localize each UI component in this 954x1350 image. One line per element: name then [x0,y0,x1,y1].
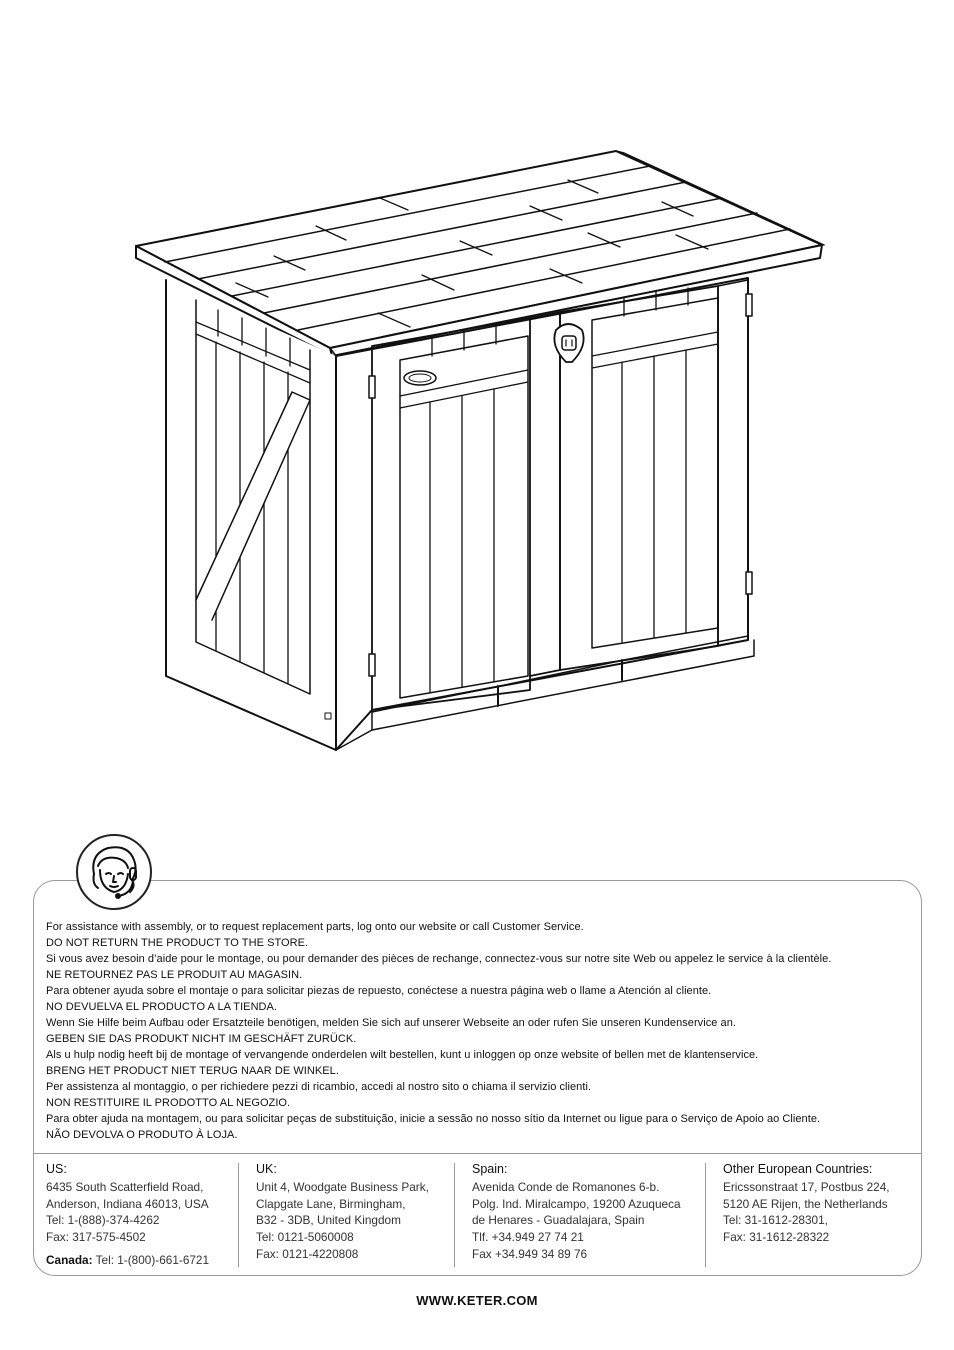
support-line: Per assistenza al montaggio, o per richiedere pezzi di ricambio, accedi al nostro sito o chiama il servizio clienti. [46,1081,592,1093]
support-line: Wenn Sie Hilfe beim Aufbau oder Ersatzteile benötigen, melden Sie sich auf unserer Webseite an oder rufen Sie unseren Kundenservice an. [46,1017,736,1029]
contact-line: Tel: 31-1612-28301, [723,1213,828,1228]
contact-line: 6435 South Scatterfield Road, [46,1180,204,1194]
contact-line: Tel: 1-(888)-374-4262 [46,1213,160,1228]
contact-heading: UK: [256,1162,277,1176]
contact-line: Avenida Conde de Romanones 6-b. [472,1180,660,1194]
support-line: NON RESTITUIRE IL PRODOTTO AL NEGOZIO. [46,1097,291,1109]
support-line: Para obtener ayuda sobre el montaje o para solicitar piezas de repuesto, conéctese a nuestra página web o llame a Atención al cliente. [46,985,712,997]
support-line: NE RETOURNEZ PAS LE PRODUIT AU MAGASIN. [46,969,303,981]
support-message [46,919,912,1143]
contact-line: B32 - 3DB, United Kingdom [256,1213,401,1228]
column-separator [454,1163,455,1267]
contact-line: Fax: 0121-4220808 [256,1246,359,1261]
support-line: For assistance with assembly, or to request replacement parts, log onto our website or call Customer Service. [46,921,584,933]
contact-line: Tel: 0121-5060008 [256,1230,354,1245]
contact-other-europe [723,1161,890,1246]
contact-line: de Henares - Guadalajara, Spain [472,1213,645,1228]
column-separator [238,1163,239,1267]
contact-heading: Other European Countries: [723,1162,873,1176]
contact-line: Anderson, Indiana 46013, USA [46,1196,209,1211]
support-line: NÃO DEVOLVA O PRODUTO À LOJA. [46,1129,238,1141]
contact-heading: Spain: [472,1162,508,1176]
contact-line: Fax: 317-575-4502 [46,1230,146,1245]
canada-label: Canada: [46,1252,93,1267]
contact-line: 5120 AE Rijen, the Netherlands [723,1196,888,1211]
contact-heading: US: [46,1162,67,1176]
contact-line: Polg. Ind. Miralcampo, 19200 Azuqueca [472,1196,681,1211]
contact-canada [46,1252,209,1269]
contact-line: Ericssonstraat 17, Postbus 224, [723,1180,890,1194]
support-line: DO NOT RETURN THE PRODUCT TO THE STORE. [46,937,309,949]
column-separator [705,1163,706,1267]
section-divider [34,1153,921,1154]
customer-support-panel [33,880,922,1276]
support-line: Para obter ajuda na montagem, ou para solicitar peças de substituição, inicie a sessão no nosso sítio da Internet ou ligue para o Serviço de Apoio ao Cliente. [46,1113,821,1125]
customer-service-agent-icon [76,834,152,910]
contact-spain [472,1161,681,1263]
contact-line: Clapgate Lane, Birmingham, [256,1196,406,1211]
contact-us [46,1161,209,1269]
support-line: Als u hulp nodig heeft bij de montage of vervangende onderdelen wilt bestellen, kunt u inloggen op onze website of bellen met de klantenservice. [46,1049,759,1061]
support-line: NO DEVUELVA EL PRODUCTO A LA TIENDA. [46,1001,278,1013]
support-line: GEBEN SIE DAS PRODUKT NICHT IM GESCHÄFT ZURÜCK. [46,1033,357,1045]
contact-line: Fax +34.949 34 89 76 [472,1246,588,1261]
contact-line: Tlf. +34.949 27 74 21 [472,1230,584,1245]
contact-uk [256,1161,429,1263]
website-url[interactable]: WWW.KETER.COM [416,1293,538,1308]
contact-line: Fax: 31-1612-28322 [723,1230,830,1245]
canada-tel: Tel: 1-(800)-661-6721 [92,1252,210,1267]
support-line: Si vous avez besoin d’aide pour le montage, ou pour demander des pièces de rechange, connectez-vous sur notre site Web ou appelez le service à la clientèle. [46,953,832,965]
contact-line: Unit 4, Woodgate Business Park, [256,1180,429,1194]
support-line: BRENG HET PRODUCT NIET TERUG NAAR DE WINKEL. [46,1065,339,1077]
